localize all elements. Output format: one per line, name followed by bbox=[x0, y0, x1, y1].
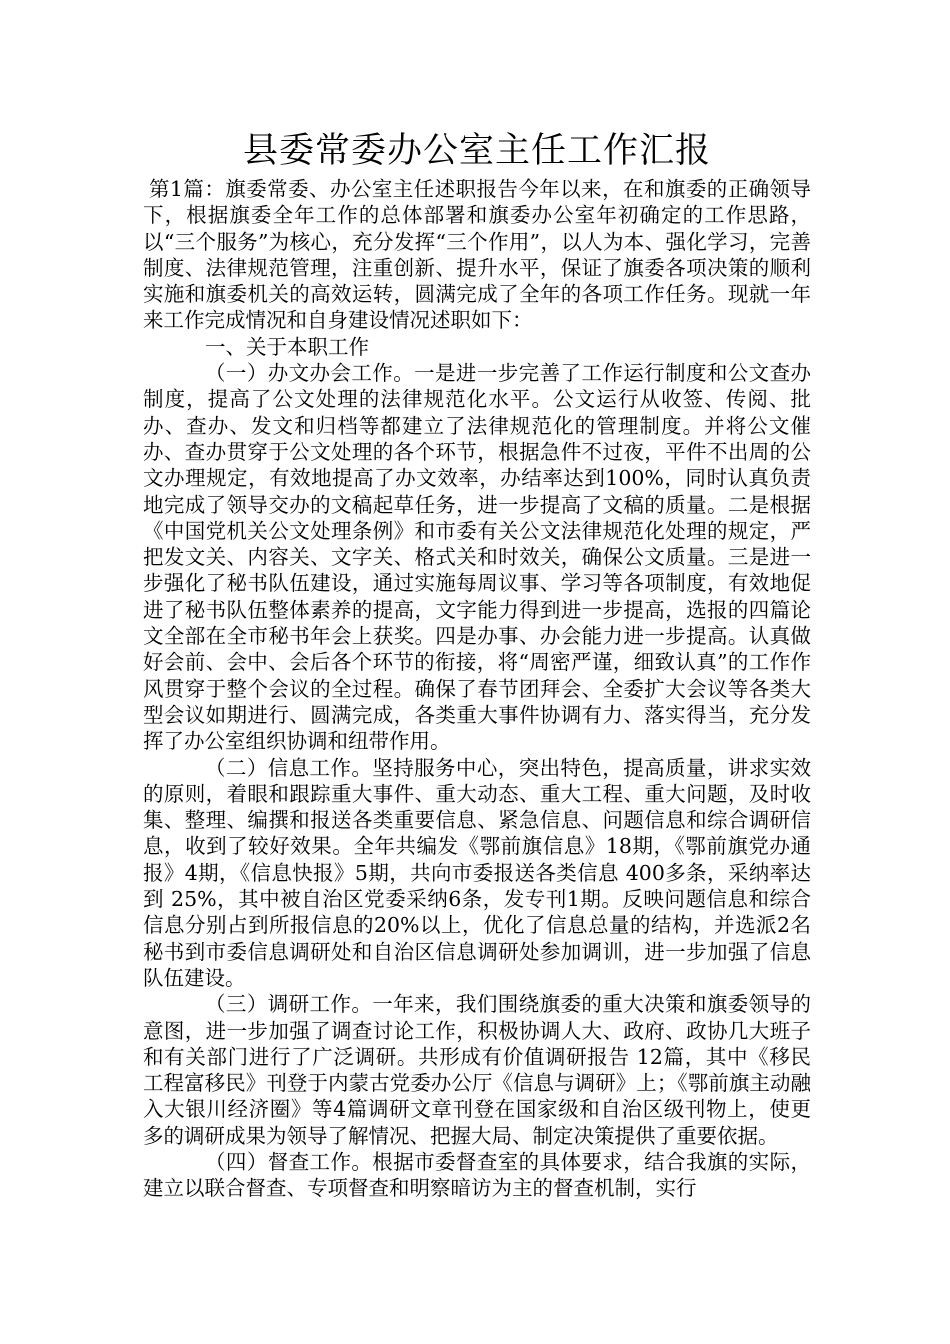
paragraph-information-work: （二）信息工作。坚持服务中心，突出特色，提高质量，讲求实效的原则，着眼和跟踪重大事件、重大动态、重大工程、重大问题，及时收集、整理、编撰和报送各类重要信息、紧急信息、问题信息和综合调研信息，收到了较好效果。全年共编发《鄂前旗信息》18期，《鄂前旗党办通报》4期，《信息快报》5期，共向市委报送各类信息 400多条，采纳率达到 25%，其中被自治区党委采纳6条，发专刊1期。反映问题信息和综合信息分别占到所报信息的20%以上，优化了信息总量的结构，并选派2名秘书到市委信息调研处和自治区信息调研处参加调训，进一步加强了信息队伍建设。 bbox=[143, 755, 811, 990]
paragraph-supervision-work: （四）督查工作。根据市委督查室的具体要求，结合我旗的实际，建立以联合督查、专项督查和明察暗访为主的督查机制，实行 bbox=[143, 1149, 811, 1201]
document-page bbox=[143, 0, 811, 1202]
section-heading-duties: 一、关于本职工作 bbox=[205, 334, 369, 359]
document-body bbox=[143, 176, 811, 1202]
paragraph-research-work: （三）调研工作。一年来，我们围绕旗委的重大决策和旗委领导的意图，进一步加强了调查讨论工作，积极协调人大、政府、政协几大班子和有关部门进行了广泛调研。共形成有价值调研报告 12篇，其中《移民工程富移民》刊登于内蒙古党委办公厅《信息与调研》上；《鄂前旗主动融入大银川经济圈》等4篇调研文章刊登在国家级和自治区级刊物上，使更多的调研成果为领导了解情况、把握大局、制定决策提供了重要依据。 bbox=[143, 992, 811, 1148]
intro-paragraph: 第1篇：旗委常委、办公室主任述职报告今年以来，在和旗委的正确领导下，根据旗委全年工作的总体部署和旗委办公室年初确定的工作思路，以“三个服务”为核心，充分发挥“三个作用”，以人为本、强化学习，完善制度、法律规范管理，注重创新、提升水平，保证了旗委各项决策的顺利实施和旗委机关的高效运转，圆满完成了全年的各项工作任务。现就一年来工作完成情况和自身建设情况述职如下： bbox=[143, 177, 811, 333]
document-title: 县委常委办公室主任工作汇报 bbox=[242, 131, 711, 171]
paragraph-document-meeting-work: （一）办文办会工作。一是进一步完善了工作运行制度和公文查办制度，提高了公文处理的法律规范化水平。公文运行从收签、传阅、批办、查办、发文和归档等都建立了法律规范化的管理制度。并将公文催办、查办贯穿于公文处理的各个环节，根据急件不过夜，平件不出周的公文办理规定，有效地提高了办文效率，办结率达到100%，同时认真负责地完成了领导交办的文稿起草任务，进一步提高了文稿的质量。二是根据《中国党机关公文处理条例》和市委有关公文法律规范化处理的规定，严把发文关、内容关、文字关、格式关和时效关，确保公文质量。三是进一步强化了秘书队伍建设，通过实施每周议事、学习等各项制度，有效地促进了秘书队伍整体素养的提高，文字能力得到进一步提高，选报的四篇论文全部在全市秘书年会上获奖。四是办事、办会能力进一步提高。认真做好会前、会中、会后各个环节的衔接，将“周密严谨，细致认真”的工作作风贯穿于整个会议的全过程。确保了春节团拜会、全委扩大会议等各类大型会议如期进行、圆满完成，各类重大事件协调有力、落实得当，充分发挥了办公室组织协调和纽带作用。 bbox=[143, 361, 811, 754]
